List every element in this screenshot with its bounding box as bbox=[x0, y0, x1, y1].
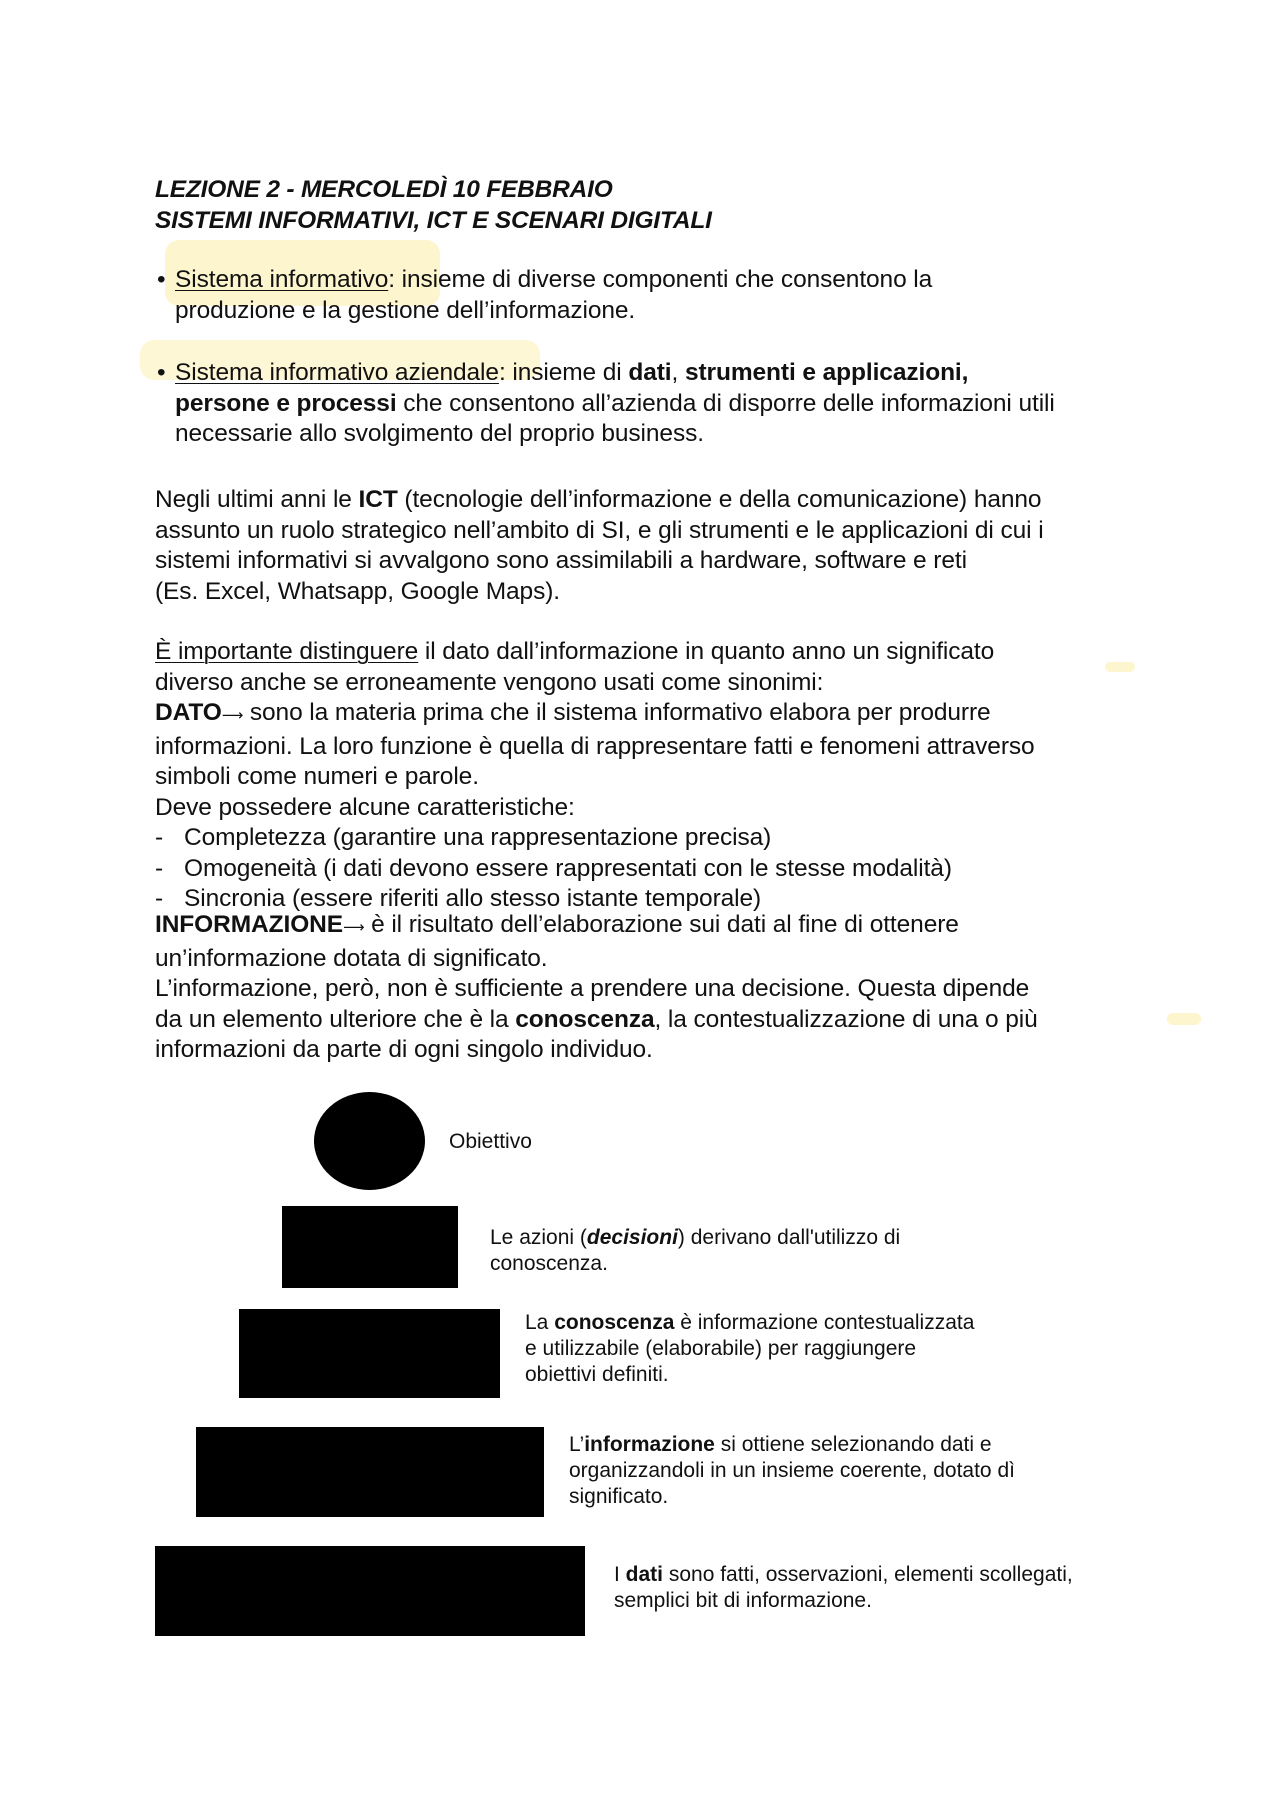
pyramid-level-azioni bbox=[282, 1206, 458, 1288]
text-span: che consentono all’azienda di disporre delle informazioni utili bbox=[396, 389, 1055, 417]
list-item-text: Omogeneità (i dati devono essere rappresentati con le stesse modalità) bbox=[184, 854, 952, 882]
arrow-icon: ⟶ bbox=[342, 919, 365, 936]
pyramid-label-conoscenza bbox=[525, 1310, 974, 1388]
pyramid-objective-circle bbox=[314, 1092, 425, 1190]
text-line: conoscenza. bbox=[490, 1252, 608, 1275]
bold-span: strumenti e applicazioni, bbox=[684, 359, 969, 386]
bold-span: dati bbox=[625, 1563, 664, 1586]
bold-span: informazione bbox=[584, 1433, 715, 1456]
text-span: , bbox=[671, 359, 685, 386]
text-span: è informazione contestualizzata bbox=[674, 1311, 975, 1334]
term-conoscenza: conoscenza bbox=[515, 1005, 655, 1033]
pyramid-level-informazione bbox=[196, 1427, 544, 1517]
text-span: I bbox=[614, 1563, 626, 1586]
text-line: e utilizzabile (elaborabile) per raggiungere bbox=[525, 1337, 917, 1360]
term-sistema-informativo: Sistema informativo bbox=[175, 266, 389, 293]
text-span: Negli ultimi anni le bbox=[155, 486, 359, 513]
text-span: : insieme di bbox=[498, 359, 629, 386]
text-line: diverso anche se erroneamente vengono usati come sinonimi: bbox=[155, 668, 824, 696]
text-line: significato. bbox=[569, 1485, 669, 1508]
bullet-dot: • bbox=[157, 359, 166, 386]
text-span: è il risultato dell’elaborazione sui dati al fine di ottenere bbox=[364, 911, 959, 938]
bold-span: conoscenza bbox=[554, 1311, 675, 1334]
bullet-sistema-informativo-aziendale bbox=[157, 358, 1175, 450]
lesson-title-line2: SISTEMI INFORMATIVI, ICT E SCENARI DIGITALI bbox=[155, 207, 712, 234]
underlined-span: È importante distinguere bbox=[155, 638, 419, 665]
text-line: sistemi informativi si avvalgono sono assimilabili a hardware, software e reti bbox=[155, 547, 967, 574]
text-line: un’informazione dotata di significato. bbox=[155, 944, 548, 972]
highlight-mark bbox=[1167, 1013, 1201, 1025]
pyramid-level-conoscenza bbox=[239, 1309, 500, 1398]
text-line: obiettivi definiti. bbox=[525, 1363, 669, 1386]
text-line: necessarie allo svolgimento del proprio business. bbox=[175, 420, 704, 447]
bullet-dot: • bbox=[157, 266, 166, 293]
text-span: sono la materia prima che il sistema informativo elabora per produrre bbox=[243, 699, 991, 726]
text-span: (tecnologie dell’informazione e della comunicazione) hanno bbox=[397, 486, 1042, 513]
term-sistema-informativo-aziendale: Sistema informativo aziendale bbox=[175, 359, 499, 386]
pyramid-label-dati bbox=[614, 1562, 1073, 1614]
dash-marker: - bbox=[155, 885, 164, 912]
list-item bbox=[155, 854, 1155, 885]
bullet-sistema-informativo bbox=[157, 265, 1175, 326]
text-line: organizzandoli in un insieme coerente, dotato dì bbox=[569, 1459, 1015, 1482]
text-line: informazioni. La loro funzione è quella di rappresentare fatti e fenomeni attraverso bbox=[155, 732, 1035, 760]
text-span: : insieme di diverse componenti che consentono la bbox=[388, 266, 933, 293]
list-item-text: Completezza (garantire una rappresentazione precisa) bbox=[184, 824, 772, 851]
text-line: simboli come numeri e parole. bbox=[155, 763, 479, 790]
text-span: sono fatti, osservazioni, elementi scollegati, bbox=[663, 1563, 1073, 1586]
pyramid-label-obiettivo: Obiettivo bbox=[449, 1130, 532, 1153]
lesson-title bbox=[155, 174, 712, 236]
text-span: La bbox=[525, 1311, 555, 1334]
text-span: si ottiene selezionando dati e bbox=[714, 1433, 992, 1456]
text-line: informazioni da parte di ogni singolo individuo. bbox=[155, 1036, 653, 1063]
arrow-icon: ⟶ bbox=[221, 707, 244, 724]
bold-span: ICT bbox=[358, 486, 398, 513]
text-span: ) derivano dall'utilizzo di bbox=[677, 1226, 901, 1249]
text-span: Le azioni ( bbox=[490, 1226, 587, 1249]
term-decisioni: decisioni bbox=[586, 1226, 678, 1249]
pyramid-level-dati bbox=[155, 1546, 585, 1636]
paragraph-ict bbox=[155, 485, 1155, 607]
text-line: Deve possedere alcune caratteristiche: bbox=[155, 793, 575, 821]
term-dato: DATO bbox=[155, 699, 222, 726]
term-informazione: INFORMAZIONE bbox=[155, 911, 343, 938]
text-span: il dato dall’informazione in quanto anno un significato bbox=[418, 638, 995, 665]
list-item bbox=[155, 823, 1155, 854]
bold-span: dati bbox=[628, 359, 672, 386]
text-span: , la contestualizzazione di una o più bbox=[654, 1005, 1038, 1033]
pyramid-label-azioni bbox=[490, 1225, 900, 1277]
paragraph-dato bbox=[155, 637, 1155, 915]
list-item-text: Sincronia (essere riferiti allo stesso istante temporale) bbox=[184, 885, 762, 912]
text-line: semplici bit di informazione. bbox=[614, 1589, 872, 1612]
dash-marker: - bbox=[155, 824, 164, 851]
pyramid-label-informazione bbox=[569, 1432, 1015, 1510]
dash-marker: - bbox=[155, 854, 164, 882]
text-span: L’ bbox=[569, 1433, 585, 1456]
text-line: (Es. Excel, Whatsapp, Google Maps). bbox=[155, 577, 560, 605]
lesson-title-line1: LEZIONE 2 - MERCOLEDÌ 10 FEBBRAIO bbox=[155, 176, 613, 203]
bold-span: persone e processi bbox=[175, 389, 397, 417]
text-line: assunto un ruolo strategico nell’ambito di SI, e gli strumenti e le applicazioni di cui i bbox=[155, 516, 1044, 544]
text-span: da un elemento ulteriore che è la bbox=[155, 1005, 516, 1033]
text-line: produzione e la gestione dell’informazione. bbox=[175, 296, 636, 324]
paragraph-informazione bbox=[155, 910, 1155, 1066]
text-line: L’informazione, però, non è sufficiente a prendere una decisione. Questa dipende bbox=[155, 975, 1030, 1002]
